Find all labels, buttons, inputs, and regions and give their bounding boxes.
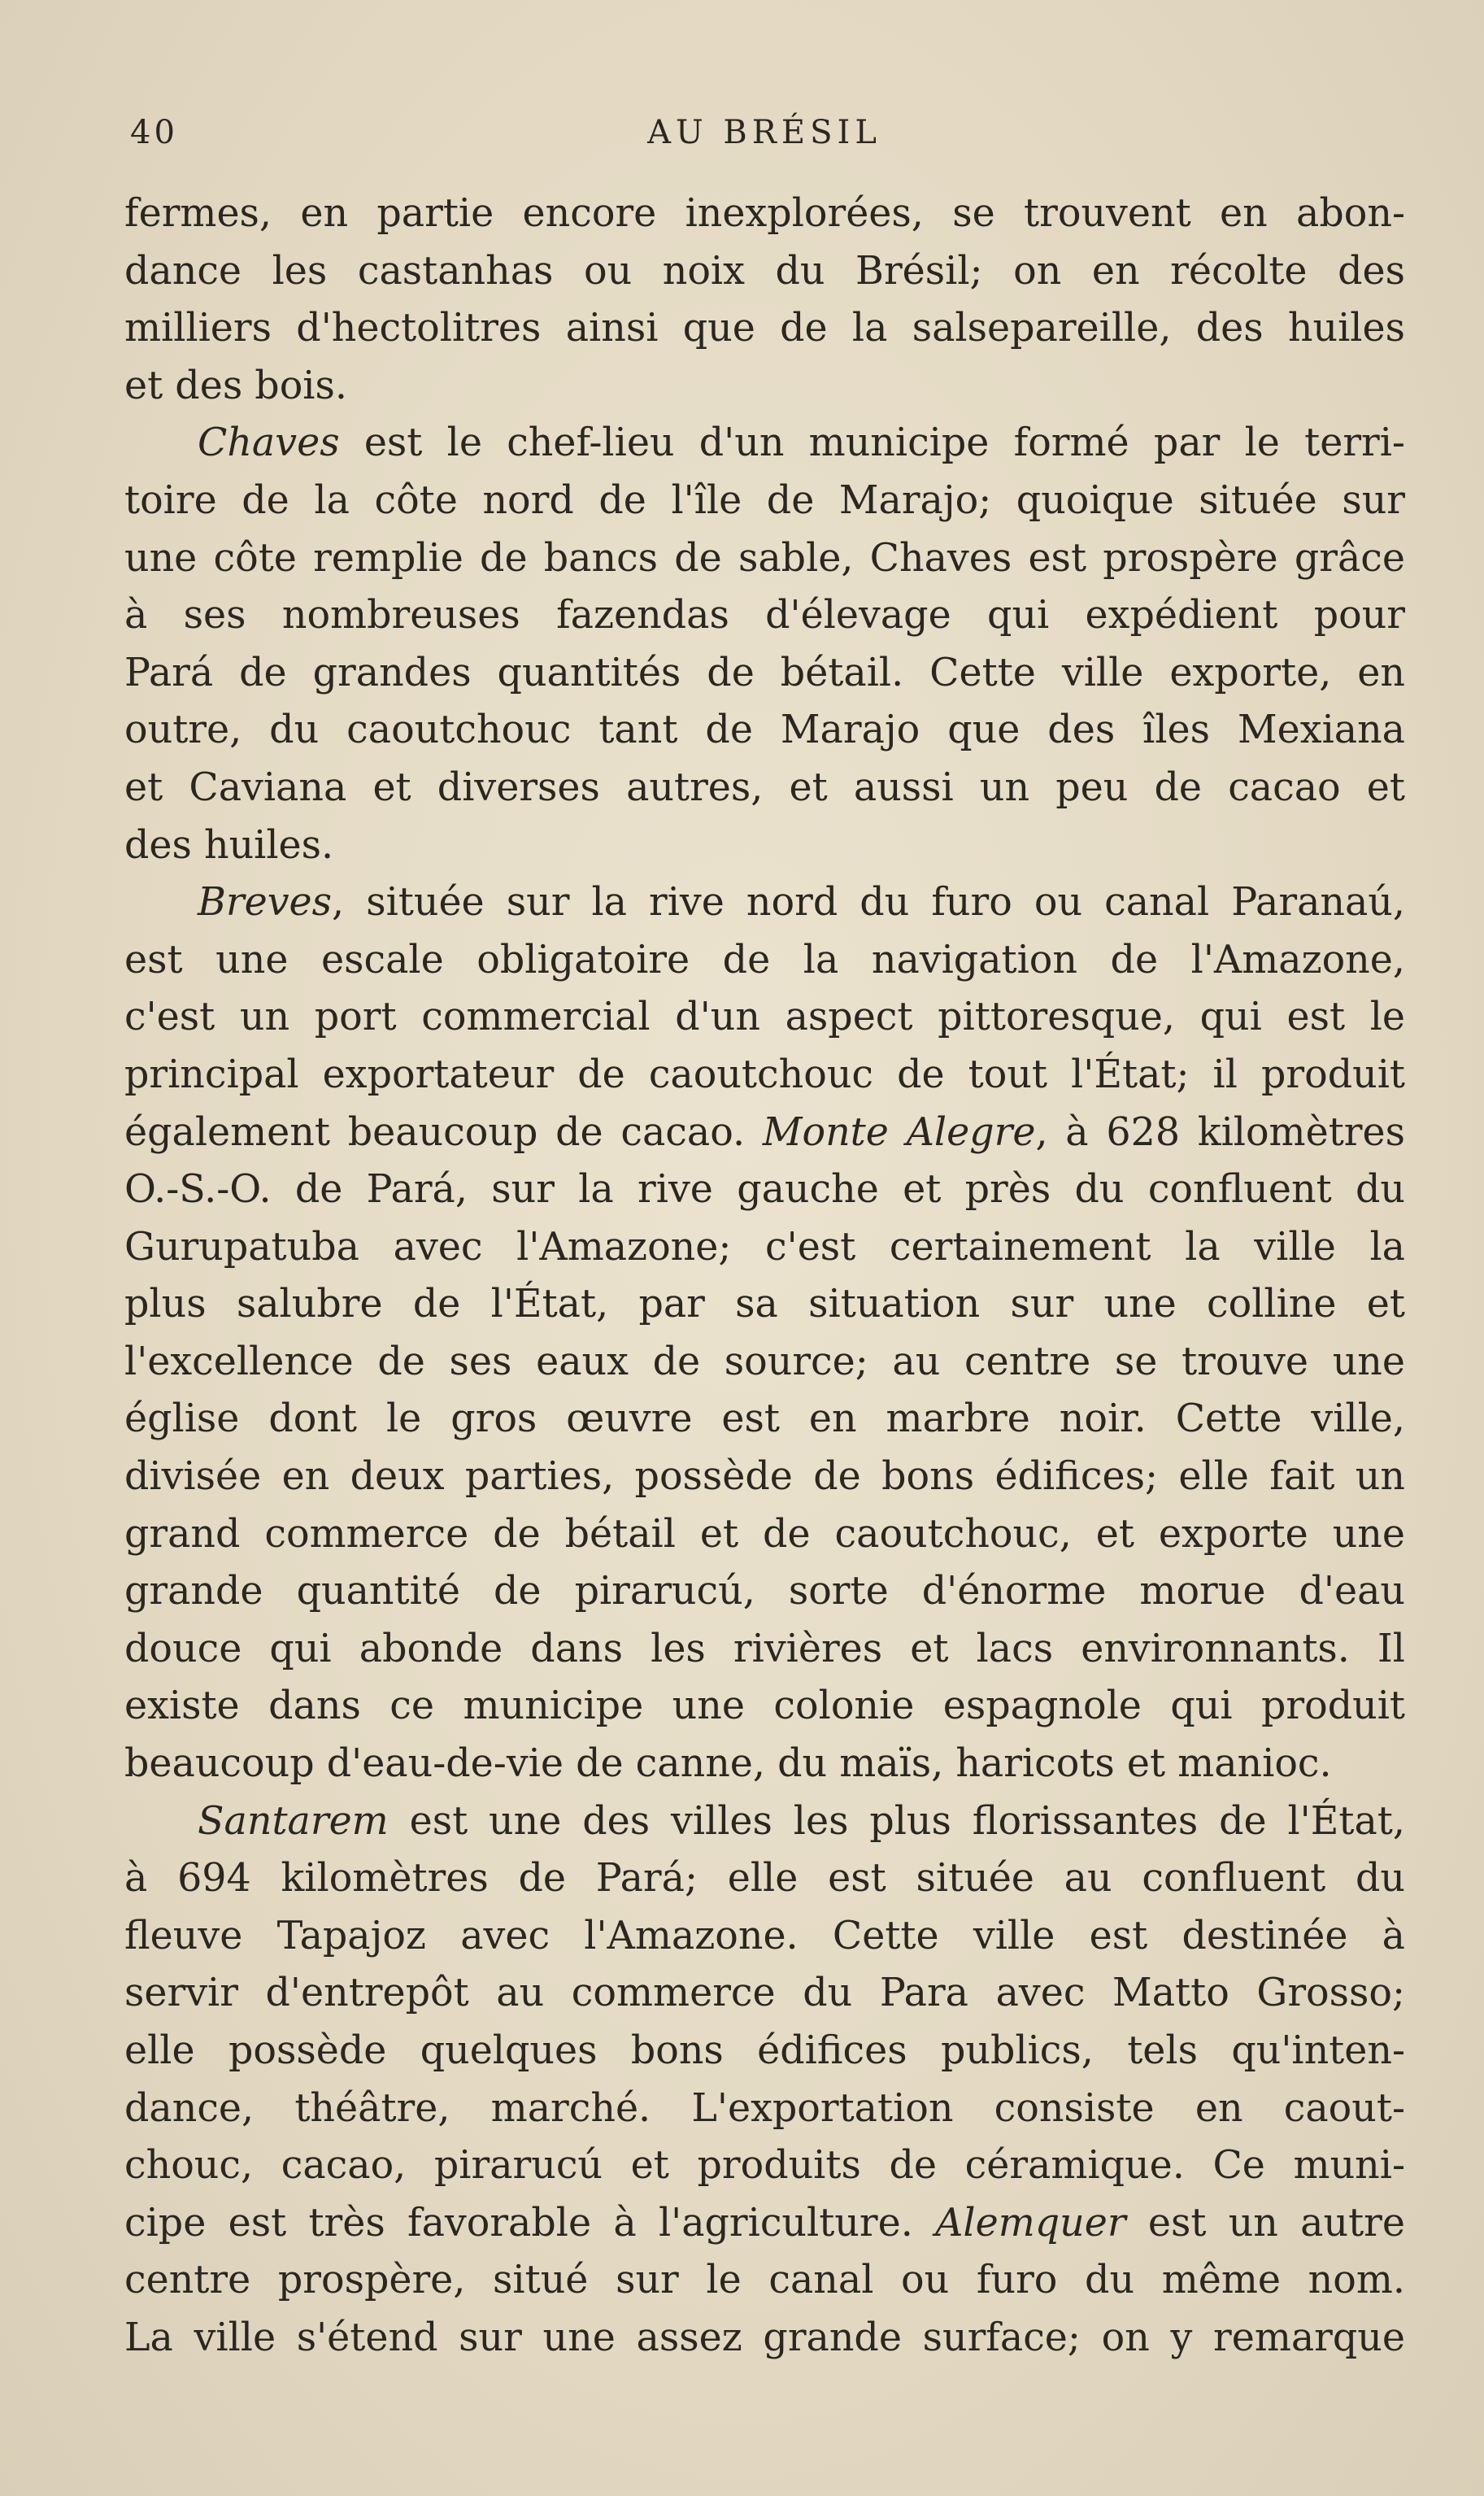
text-line: est une escale obligatoire de la navigation de l'Amazone, (124, 937, 1405, 982)
text-line: dance les castanhas ou noix du Brésil; on en récolte des (124, 248, 1405, 294)
text-line: des huiles. (124, 822, 334, 868)
text-line: une côte remplie de bancs de sable, Chaves est prospère grâce (124, 535, 1405, 581)
text-line: plus salubre de l'État, par sa situation sur une colline et (124, 1282, 1405, 1327)
text-line: La ville s'étend sur une assez grande surface; on y remarque (124, 2315, 1405, 2360)
text-line: grande quantité de pirarucú, sorte d'énorme morue d'eau (124, 1569, 1405, 1614)
text-line: grand commerce de bétail et de caoutchouc, et exporte une (124, 1511, 1405, 1557)
text-line: douce qui abonde dans les rivières et lacs environnants. Il (124, 1626, 1405, 1671)
text-line: existe dans ce municipe une colonie espagnole qui produit (124, 1684, 1405, 1729)
text-line: outre, du caoutchouc tant de Marajo que des îles Mexiana (124, 708, 1405, 753)
text-line: c'est un port commercial d'un aspect pittoresque, qui est le (124, 995, 1405, 1040)
text-line: Gurupatuba avec l'Amazone; c'est certainement la ville la (124, 1224, 1405, 1270)
text-line: beaucoup d'eau-de-vie de canne, du maïs, haricots et manioc. (124, 1741, 1332, 1787)
page-header (130, 114, 1399, 163)
text-line: fleuve Tapajoz avec l'Amazone. Cette ville est destinée à (124, 1913, 1405, 1958)
place-name: Alemquer (935, 2200, 1126, 2246)
text-line: également beaucoup de cacao. Monte Alegre, à 628 kilomètres (124, 1109, 1405, 1155)
text-line: toire de la côte nord de l'île de Marajo; quoique située sur (124, 477, 1405, 523)
text-line: église dont le gros œuvre est en marbre noir. Cette ville, (124, 1396, 1405, 1442)
text-line: chouc, cacao, pirarucú et produits de céramique. Ce muni- (124, 2143, 1405, 2189)
place-name: Santarem (198, 1798, 389, 1844)
place-name: Monte Alegre (762, 1109, 1036, 1155)
text-line: et Caviana et diverses autres, et aussi un peu de cacao et (124, 764, 1405, 810)
text-line: milliers d'hectolitres ainsi que de la salsepareille, des huiles (124, 306, 1405, 351)
text-line: l'excellence de ses eaux de source; au centre se trouve une (124, 1339, 1405, 1384)
text-line: divisée en deux parties, possède de bons édifices; elle fait un (124, 1454, 1405, 1500)
page-number: 40 (130, 114, 178, 151)
text-line: cipe est très favorable à l'agriculture. Alemquer est un autre (124, 2200, 1405, 2246)
text-line: à ses nombreuses fazendas d'élevage qui expédient pour (124, 593, 1405, 638)
text-line: O.-S.-O. de Pará, sur la rive gauche et près du confluent du (124, 1167, 1405, 1213)
running-title: AU BRÉSIL (647, 114, 881, 151)
text-line: fermes, en partie encore inexplorées, se trouvent en abon- (124, 191, 1405, 236)
place-name: Breves (198, 880, 333, 926)
text-line: Pará de grandes quantités de bétail. Cette ville exporte, en (124, 650, 1405, 695)
text-line: principal exportateur de caoutchouc de tout l'État; il produit (124, 1052, 1405, 1097)
place-name: Chaves (198, 420, 340, 466)
text-line: Santarem est une des villes les plus florissantes de l'État, (198, 1798, 1405, 1844)
text-line: centre prospère, situé sur le canal ou furo du même nom. (124, 2258, 1405, 2303)
text-line: dance, théâtre, marché. L'exportation consiste en caout- (124, 2085, 1405, 2131)
text-line: Breves, située sur la rive nord du furo ou canal Paranaú, (198, 880, 1405, 926)
body-text (124, 185, 1405, 2367)
text-line: servir d'entrepôt au commerce du Para avec Matto Grosso; (124, 1971, 1405, 2016)
text-line: et des bois. (124, 363, 347, 408)
text-line: elle possède quelques bons édifices publics, tels qu'inten- (124, 2028, 1405, 2073)
text-line: à 694 kilomètres de Pará; elle est située au confluent du (124, 1856, 1405, 1901)
text-line: Chaves est le chef-lieu d'un municipe formé par le terri- (198, 420, 1405, 466)
